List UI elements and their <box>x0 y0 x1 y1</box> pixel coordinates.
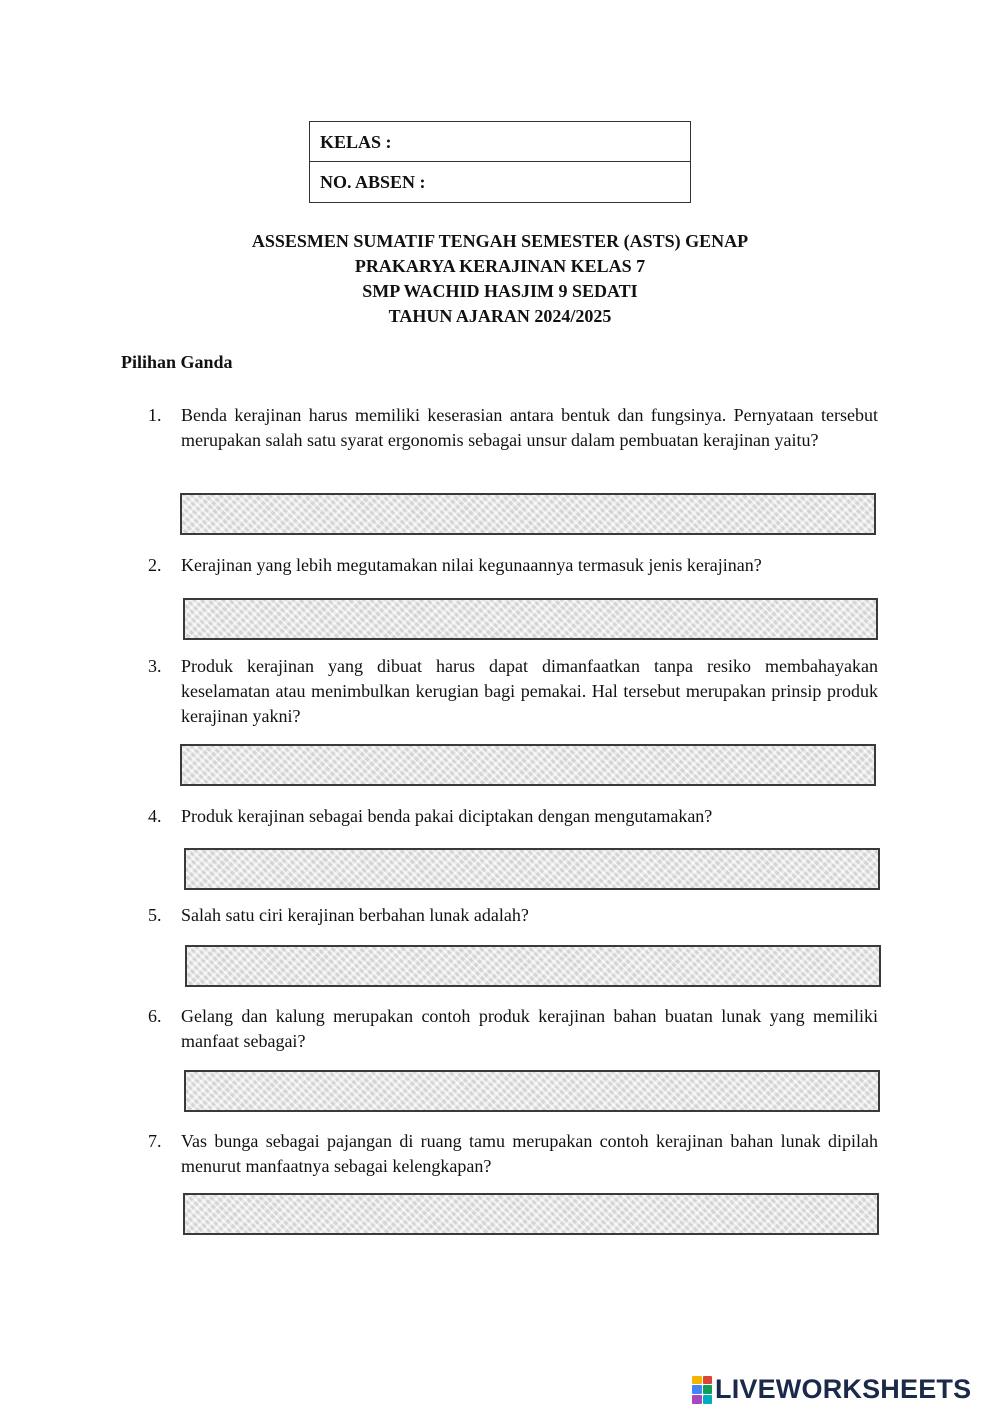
question-text: Benda kerajinan harus memiliki keserasian antara bentuk dan fungsinya. Pernyataan tersebut merupakan salah satu syarat ergonomis sebagai unsur dalam pembuatan kerajinan yaitu? <box>181 405 878 450</box>
header-school-line: SMP WACHID HASJIM 9 SEDATI <box>362 281 638 301</box>
answer-input-1[interactable] <box>180 493 876 535</box>
question-number: 6. <box>148 1006 162 1026</box>
kelas-label: KELAS : <box>320 132 392 152</box>
header-title-line: ASSESMEN SUMATIF TENGAH SEMESTER (ASTS) GENAP <box>251 231 749 251</box>
answer-input-4[interactable] <box>184 848 880 890</box>
question-item <box>148 654 878 729</box>
question-item <box>148 804 878 829</box>
liveworksheets-logo <box>692 1374 971 1405</box>
question-item <box>148 903 878 928</box>
question-number: 3. <box>148 656 162 676</box>
question-item <box>148 403 878 453</box>
question-text: Kerajinan yang lebih megutamakan nilai kegunaannya termasuk jenis kerajinan? <box>181 555 762 575</box>
question-number: 2. <box>148 555 162 575</box>
logo-text: LIVEWORKSHEETS <box>715 1374 972 1404</box>
question-text: Produk kerajinan yang dibuat harus dapat dimanfaatkan tanpa resiko membahayakan keselamatan atau menimbulkan kerugian bagi pemakai. Hal tersebut merupakan prinsip produk kerajinan yakni? <box>181 656 878 726</box>
header-subject-line: PRAKARYA KERAJINAN KELAS 7 <box>354 256 646 276</box>
answer-input-6[interactable] <box>184 1070 880 1112</box>
question-text: Produk kerajinan sebagai benda pakai diciptakan dengan mengutamakan? <box>181 806 713 826</box>
question-number: 1. <box>148 405 162 425</box>
section-title: Pilihan Ganda <box>121 352 233 372</box>
answer-input-5[interactable] <box>185 945 881 987</box>
question-item <box>148 1129 878 1179</box>
answer-input-3[interactable] <box>180 744 876 786</box>
absen-field <box>310 162 690 202</box>
question-text: Salah satu ciri kerajinan berbahan lunak adalah? <box>181 905 529 925</box>
question-text: Gelang dan kalung merupakan contoh produk kerajinan bahan buatan lunak yang memiliki manfaat sebagai? <box>181 1006 878 1051</box>
question-number: 4. <box>148 806 162 826</box>
question-item <box>148 1004 878 1054</box>
liveworksheets-logo-icon <box>692 1376 712 1404</box>
kelas-field <box>310 122 690 162</box>
document-header <box>0 229 1000 329</box>
absen-label: NO. ABSEN : <box>320 172 426 192</box>
answer-input-7[interactable] <box>183 1193 879 1235</box>
question-number: 7. <box>148 1131 162 1151</box>
answer-input-2[interactable] <box>183 598 878 640</box>
question-item <box>148 553 878 578</box>
question-text: Vas bunga sebagai pajangan di ruang tamu merupakan contoh kerajinan bahan lunak dipilah menurut manfaatnya sebagai kelengkapan? <box>181 1131 878 1176</box>
student-identity-table <box>309 121 691 203</box>
question-number: 5. <box>148 905 162 925</box>
header-year-line: TAHUN AJARAN 2024/2025 <box>388 306 612 326</box>
